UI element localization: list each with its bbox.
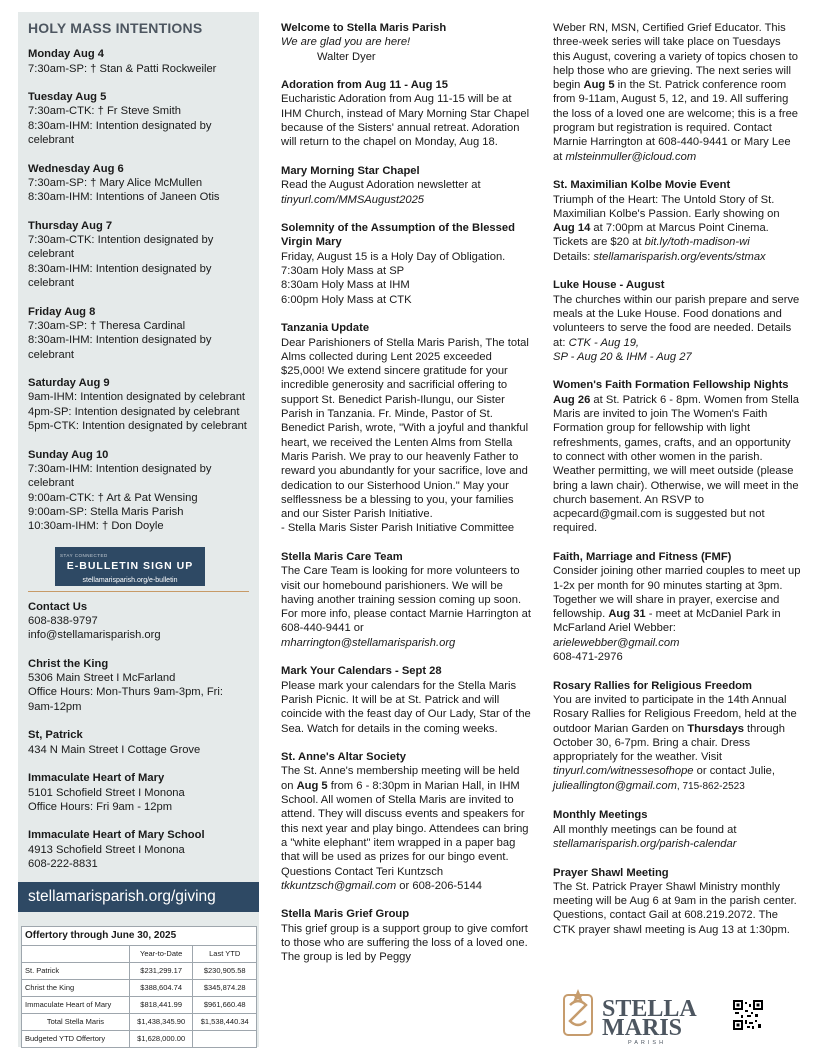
middle-column: [281, 21, 531, 979]
day-heading: Sunday Aug 10: [28, 448, 109, 461]
section-heading: Mary Morning Star Chapel: [281, 164, 420, 177]
altar-email-link[interactable]: tkkuntzsch@gmail.com: [281, 879, 397, 892]
altar-society-section: [281, 750, 531, 893]
section-body: All monthly meetings can be found at: [553, 823, 737, 836]
grief-email-link[interactable]: mlsteinmuller@icloud.com: [565, 150, 697, 163]
offertory-cell: [193, 1031, 257, 1048]
contact-phone: 608-838-9797: [28, 614, 98, 627]
section-heading: Prayer Shawl Meeting: [553, 866, 669, 879]
banner-url: stellamarisparish.org/e-bulletin: [82, 576, 178, 584]
welcome-subtitle: We are glad you are here!: [281, 36, 411, 49]
section-heading: Stella Maris Grief Group: [281, 908, 410, 921]
section-heading: St. Anne's Altar Society: [281, 751, 406, 764]
section-body: [553, 393, 801, 536]
date-detail: CTK - Aug 19,: [568, 336, 640, 349]
section-heading: Solemnity of the Assumption of the Blessed Virgin Mary: [281, 222, 515, 249]
section-body: The Care Team is looking for more volunteers to visit our homebound parishioners. We will be having another training session coming up soon. For more info, please contact Marnie Harrington at 608-440-9441 or: [281, 565, 531, 635]
calendars-section: [281, 664, 531, 735]
text: The St. Anne's membership meeting will be held on: [281, 765, 520, 792]
locations-list: [28, 657, 249, 871]
date-detail: SP - Aug 20: [553, 350, 613, 363]
welcome-name: Walter Dyer: [317, 50, 376, 63]
list-item: [28, 90, 249, 147]
text: Triumph of the Heart: The Untold Story of St. Maximilian Kolbe's Passion. Early showing on: [553, 193, 780, 220]
intention-line: 7:30am-IHM: Intention designated by celebrant: [28, 462, 212, 490]
details-link[interactable]: stellamarisparish.org/events/stmax: [593, 250, 766, 263]
offertory-header: Year-to-Date: [129, 946, 193, 963]
table-row: [22, 1031, 257, 1048]
text: Consider joining other married couples to meet up 1-2x per month for 90 minutes starting at 3pm. Together we will share in prayer, exercise and fellowship.: [553, 565, 801, 621]
e-bulletin-banner[interactable]: [55, 547, 205, 586]
section-line: 7:30am Holy Mass at SP: [281, 265, 405, 278]
table-row: [22, 1014, 257, 1031]
section-heading: Women's Faith Formation Fellowship Nights: [553, 379, 789, 392]
rosary-link[interactable]: tinyurl.com/witnessesofhope: [553, 765, 694, 778]
text: or contact Julie,: [696, 765, 776, 778]
text: You are invited to participate in the 14th Annual Rosary Rallies for Religious Freedom, held at the outdoor Marian Garden on: [553, 693, 797, 735]
day-heading: Saturday Aug 9: [28, 377, 110, 390]
section-heading: Tanzania Update: [281, 322, 370, 335]
calendar-link[interactable]: stellamarisparish.org/parish-calendar: [553, 837, 737, 850]
logo-line-3: PARISH: [628, 1040, 667, 1045]
text: at St. Patrick 6 - 8pm. Women from Stella Maris are invited to join The Women's Faith Formation group for fellowship with light refreshments, games, crafts, and an opportunity to connect with other women in the parish. Weather permitting, we will meet outside (please bring a lawn chair). Otherwise, we will meet in the church basement. An RSVP to acpecard@gmail.com is suggested but not required.: [553, 393, 800, 535]
mass-intentions-title: HOLY MASS INTENTIONS: [28, 20, 203, 36]
list-item: [28, 219, 249, 290]
newsletter-link[interactable]: tinyurl.com/MMSAugust2025: [281, 193, 425, 206]
location-line: 608-222-8831: [28, 858, 98, 871]
intention-line: 5pm-CTK: Intention designated by celebrant: [28, 420, 247, 433]
text: &: [615, 350, 624, 363]
intention-line: 7:30am-CTK: † Fr Steve Smith: [28, 105, 181, 118]
date-highlight: Thursdays: [687, 722, 744, 735]
section-body: Dear Parishioners of Stella Maris Parish, The total Alms collected during Lent 2025 exceeded $25,000! We extend sincere gratitude for your incredible generosity and sacrificial offering to support St. Benedict Parish-Ilungu, our Sister Parish in Tanzania. Fr. Minde, Pastor of St. Benedict Parish, wrote, "With a joyful and thankful heart, we received the Lenten Alms from Stella Maris Parish. We pray to our heavenly Father to reward you abundantly for your sacrifice, love and dedication to our Sisterhood Union." May your selflessness be a blessing to you, your families and our Sister Parish Initiative.: [281, 336, 529, 521]
mass-intentions-list: [28, 47, 249, 533]
fmf-email-link[interactable]: arielewebber@gmail.com: [553, 636, 680, 649]
location-name: Christ the King: [28, 657, 109, 670]
fmf-section: [553, 550, 801, 664]
list-item: [28, 376, 249, 433]
intention-line: 9:00am-CTK: † Art & Pat Wensing: [28, 491, 198, 504]
adoration-section: [281, 78, 531, 149]
intention-line: 4pm-SP: Intention designated by celebrant: [28, 405, 240, 418]
table-row: [22, 997, 257, 1014]
offertory-cell: $1,438,345.90: [129, 1014, 193, 1031]
intention-line: 10:30am-IHM: † Don Doyle: [28, 520, 164, 533]
text: from 6 - 8:30pm in Marian Hall, in IHM School. All women of Stella Maris are invited to attend. They will discuss events and speakers for this next year and play bingo. Attendees can bring a "white elephant" item wrapped in a paper bag that will be used as prizes for our bingo event. Questions Contact Teri Kuntzsch: [281, 779, 529, 878]
location-item: [28, 728, 249, 757]
phone: , 715-862-2523: [676, 780, 745, 792]
section-heading: Mark Your Calendars - Sept 28: [281, 665, 442, 678]
location-line: 4913 Schofield Street I Monona: [28, 843, 185, 856]
location-name: Immaculate Heart of Mary: [28, 772, 165, 785]
location-name: St, Patrick: [28, 729, 83, 742]
phone: 608-471-2976: [553, 651, 623, 664]
date-highlight: Aug 31: [608, 608, 646, 621]
date-highlight: Aug 14: [553, 222, 591, 235]
banner-small-text: STAY CONNECTED: [60, 552, 108, 558]
contact-email[interactable]: info@stellamarisparish.org: [28, 629, 161, 642]
location-item: [28, 657, 249, 714]
intention-line: 7:30am-SP: † Theresa Cardinal: [28, 319, 186, 332]
offertory-cell: $1,538,440.34: [193, 1014, 257, 1031]
section-heading: Faith, Marriage and Fitness (FMF): [553, 550, 732, 563]
luke-house-section: [553, 278, 801, 364]
offertory-cell: $230,905.58: [193, 963, 257, 980]
section-heading: Monthly Meetings: [553, 809, 648, 822]
text: through October 30, 6-7pm. Bring a chair. Dress appropriately for the weather. Visit: [553, 722, 785, 764]
section-body: Eucharistic Adoration from Aug 11-15 will be at IHM Church, instead of Mary Morning Star Chapel because of the Sisters' annual retreat. Adoration will return to the chapel on Monday, Aug 18.: [281, 93, 530, 149]
contact-us: [28, 600, 249, 643]
text: Details:: [553, 250, 591, 263]
location-line: 434 N Main Street I Cottage Grove: [28, 743, 201, 756]
prayer-shawl-section: [553, 866, 801, 937]
section-heading: Welcome to Stella Maris Parish: [281, 22, 447, 34]
section-body: [553, 21, 801, 164]
section-body: [553, 693, 801, 794]
ticket-link[interactable]: bit.ly/toth-madison-wi: [644, 236, 750, 249]
divider: [28, 591, 249, 592]
text: Weber RN, MSN, Certified Grief Educator. This three-week series will take place on Tuesdays this August, covering a variety of topics chosen to help those who are grieving. The next series will begin: [553, 22, 799, 92]
rosary-email-link[interactable]: julieallington@gmail.com: [553, 779, 677, 792]
day-heading: Wednesday Aug 6: [28, 162, 124, 175]
tanzania-section: [281, 321, 531, 535]
offertory-header: [22, 946, 130, 963]
table-row: [22, 980, 257, 997]
rosary-section: [553, 679, 801, 794]
day-heading: Monday Aug 4: [28, 48, 105, 61]
intention-line: 8:30am-IHM: Intentions of Janeen Otis: [28, 191, 220, 204]
assumption-section: [281, 221, 531, 307]
offertory-cell: $231,299.17: [129, 963, 193, 980]
section-body: The St. Patrick Prayer Shawl Ministry monthly meeting will be Aug 6 at 9am in the parish center. Questions, contact Gail at 608.219.2072. The CTK prayer shawl meeting is Aug 13 at 1:30pm.: [553, 880, 797, 936]
contact-heading: Contact Us: [28, 600, 88, 613]
banner-title: E-BULLETIN SIGN UP: [66, 559, 194, 572]
offertory-cell: $388,604.74: [129, 980, 193, 997]
intention-line: 7:30am-SP: † Stan & Patti Rockweiler: [28, 62, 217, 75]
date-detail: IHM - Aug 27: [626, 350, 692, 363]
offertory-cell: $961,660.48: [193, 997, 257, 1014]
mass-intentions-panel: [18, 12, 259, 1047]
section-body: [553, 293, 801, 364]
location-line: Office Hours: Mon-Thurs 9am-3pm, Fri: 9am-12pm: [28, 686, 223, 713]
date-highlight: Aug 5: [583, 79, 615, 92]
logo-emblem-icon: [560, 985, 720, 1045]
text: - meet at McDaniel Park in McFarland Ariel Webber:: [553, 608, 781, 635]
stella-maris-logo: [560, 985, 720, 1045]
section-heading: Stella Maris Care Team: [281, 550, 403, 563]
location-item: [28, 771, 249, 814]
logo-line-2: MARIS: [602, 1015, 683, 1041]
section-body: [281, 764, 531, 893]
date-highlight: Aug 5: [296, 779, 328, 792]
welcome-section: [281, 21, 531, 64]
offertory-cell: $345,874.28: [193, 980, 257, 997]
offertory-header: Last YTD: [193, 946, 257, 963]
monthly-meetings-section: [553, 808, 801, 851]
intention-line: 8:30am-IHM: Intention designated by celebrant: [28, 262, 212, 290]
section-body: Read the August Adoration newsletter at: [281, 179, 481, 192]
day-heading: Tuesday Aug 5: [28, 91, 107, 104]
chapel-section: [281, 164, 531, 207]
section-body: [553, 193, 801, 264]
day-heading: Thursday Aug 7: [28, 219, 113, 232]
offertory-cell: St. Patrick: [22, 963, 130, 980]
offertory-cell: Budgeted YTD Offertory: [22, 1031, 130, 1048]
location-name: Immaculate Heart of Mary School: [28, 829, 205, 842]
list-item: [28, 47, 249, 76]
womens-faith-section: [553, 378, 801, 535]
section-body: [553, 564, 801, 664]
text: at 7:00pm at Marcus Point Cinema. Tickets are $20 at: [553, 222, 769, 249]
date-highlight: Aug 26: [553, 393, 591, 406]
section-line: 6:00pm Holy Mass at CTK: [281, 293, 412, 306]
location-line: 5101 Schofield Street I Monona: [28, 786, 185, 799]
section-heading: Rosary Rallies for Religious Freedom: [553, 679, 752, 692]
kolbe-movie-section: [553, 178, 801, 264]
giving-link[interactable]: stellamarisparish.org/giving: [18, 882, 259, 912]
section-signature: - Stella Maris Sister Parish Initiative Committee: [281, 522, 515, 535]
section-line: 8:30am Holy Mass at IHM: [281, 279, 410, 292]
list-item: [28, 448, 249, 534]
right-column: [553, 21, 801, 951]
table-row: [22, 963, 257, 980]
care-email-link[interactable]: mharrington@stellamarisparish.org: [281, 636, 456, 649]
location-line: 5306 Main Street I McFarland: [28, 672, 176, 685]
offertory-cell: Total Stella Maris: [22, 1014, 130, 1031]
grief-group-continued: [553, 21, 801, 164]
offertory-cell: Immaculate Heart of Mary: [22, 997, 130, 1014]
section-line: Friday, August 15 is a Holy Day of Obligation.: [281, 250, 506, 263]
intention-line: 7:30am-SP: † Mary Alice McMullen: [28, 176, 203, 189]
section-body: Please mark your calendars for the Stella Maris Parish Picnic. It will be at St. Patrick and will coincide with the feast day of Our Lady, Star of the Sea. Watch for details in the coming weeks.: [281, 679, 531, 735]
location-line: Office Hours: Fri 9am - 12pm: [28, 800, 173, 813]
offertory-cell: $1,628,000.00: [129, 1031, 193, 1048]
intention-line: 9:00am-SP: Stella Maris Parish: [28, 505, 184, 518]
day-heading: Friday Aug 8: [28, 305, 96, 318]
list-item: [28, 162, 249, 205]
text: or 608-206-5144: [399, 879, 483, 892]
grief-group-section: [281, 907, 531, 964]
offertory-cell: Christ the King: [22, 980, 130, 997]
text: The churches within our parish prepare and serve meals at the Luke House. Food donations and volunteers to serve the food are needed. Details at:: [553, 293, 800, 349]
intention-line: 9am-IHM: Intention designated by celebrant: [28, 391, 246, 404]
section-body: This grief group is a support group to give comfort to those who are suffering the loss of a loved one. The group is led by Peggy: [281, 922, 528, 964]
location-item: [28, 828, 249, 871]
intention-line: 8:30am-IHM: Intention designated by celebrant: [28, 119, 212, 147]
qr-code-icon[interactable]: [733, 1000, 763, 1030]
section-heading: Adoration from Aug 11 - Aug 15: [281, 79, 448, 92]
section-heading: St. Maximilian Kolbe Movie Event: [553, 179, 731, 192]
offertory-table: [21, 926, 257, 1048]
offertory-cell: $818,441.99: [129, 997, 193, 1014]
offertory-title: Offertory through June 30, 2025: [22, 927, 257, 946]
logo-line-1: STELLA: [602, 996, 697, 1022]
care-team-section: [281, 550, 531, 650]
list-item: [28, 305, 249, 362]
section-heading: Luke House - August: [553, 279, 665, 292]
intention-line: 7:30am-CTK: Intention designated by celebrant: [28, 234, 214, 261]
text: in the St. Patrick conference room from 9-11am, August 5, 12, and 19. All suffering the loss of a loved one are welcome; this is a free program but registration is required. Contact Marnie Harrington at 608-440-9441 or Mary Lee at: [553, 79, 799, 163]
intention-line: 8:30am-IHM: Intention designated by celebrant: [28, 334, 212, 361]
